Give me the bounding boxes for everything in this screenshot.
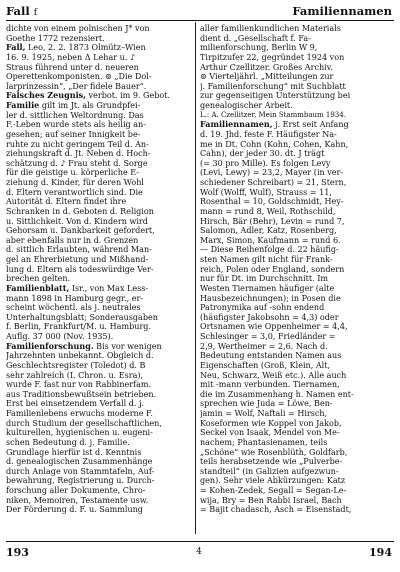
- line-text: sten Namen gilt nicht für Frank-: [200, 255, 333, 264]
- header-left-mark: f: [33, 8, 38, 18]
- line-text: larprinzessin“, „Der fidele Bauer“.: [6, 81, 147, 91]
- line-text: Marx, Simon, Kaufmann = rund 6.: [200, 235, 341, 245]
- line-text: wurde F. fast nur von Rabbinerfam.: [6, 380, 152, 390]
- line-text: Patronymika auf -sohn endend: [200, 303, 325, 313]
- entry-headword: Familienblatt,: [6, 283, 70, 293]
- line-text: = Kohen-Zedek, Segall = Segan-Le-: [200, 486, 347, 495]
- line-text: dichte von einem polnischen J* von: [6, 24, 150, 33]
- header-rule: [6, 20, 394, 21]
- text-line: [200, 409, 393, 419]
- text-line: [200, 149, 393, 159]
- line-text: niken, Memoiren, Testamente usw.: [6, 495, 149, 505]
- line-text: nachem; Phantasienamen, teils: [200, 437, 328, 447]
- text-line: [200, 496, 393, 506]
- line-text: (Levi, Lewy) = 23,2, Mayer (in ver-: [200, 168, 344, 178]
- line-text: ruhte zu nicht geringem Teil d. An-: [6, 139, 149, 149]
- line-text: — Diese Reihenfolge d. 22 häufig-: [200, 245, 339, 255]
- text-line: [200, 197, 393, 207]
- text-line: [200, 168, 393, 178]
- text-line: [6, 496, 190, 506]
- header-right-title: Familiennamen: [292, 4, 392, 18]
- line-text: gilt im Jt. als Grundpfei-: [39, 101, 141, 110]
- text-line: [200, 399, 393, 409]
- text-line: [6, 197, 190, 207]
- line-text: aber ebenfalls nur in d. Grenzen: [6, 235, 139, 245]
- line-text: Familienlebens erwuchs moderne F.: [6, 409, 153, 418]
- text-line: [6, 409, 190, 419]
- line-text: Unterhaltungsblatt; Sonderausgaben: [6, 312, 158, 322]
- text-line: [6, 274, 190, 284]
- text-line: [6, 303, 190, 313]
- text-line: [6, 486, 190, 496]
- text-line: [6, 178, 190, 188]
- text-line: [200, 274, 393, 284]
- line-text: schiedener Schreibart) = 21, Stern,: [200, 178, 347, 187]
- line-text: sprechen wie Juda = Löwe, Ben-: [200, 399, 333, 409]
- text-line: [200, 63, 393, 73]
- line-text: Autorität d. Eltern findet ihre: [6, 197, 127, 207]
- line-text: ziehung d. Kinder, für deren Wohl: [6, 178, 145, 187]
- text-line: [200, 313, 393, 323]
- line-text: zur gegenseitigen Unterstützung bei: [200, 91, 351, 101]
- line-text: jamin = Wolf, Naftali = Hirsch,: [200, 409, 328, 418]
- line-text: verbot. im 9. Gebot.: [86, 91, 171, 101]
- line-text: F.-Leben wurde stets als heilig an-: [6, 120, 146, 130]
- line-text: Eigenschaften (Groß, Klein, Alt,: [200, 360, 331, 370]
- line-text: Ortsnamen wie Oppenheimer = 4,4,: [200, 322, 348, 332]
- text-line: [200, 53, 393, 63]
- text-line: [200, 419, 393, 429]
- right-page-number: 194: [369, 545, 392, 559]
- text-line: [200, 332, 393, 342]
- text-line: [200, 34, 393, 44]
- line-text: ⊚ Vierteljährl. „Mitteilungen zur: [200, 72, 334, 82]
- line-text: Grundlage hierfür ist d. Kenntnis: [6, 447, 142, 457]
- line-text: gesehen; auf seiner Innigkeit be-: [6, 129, 141, 139]
- line-text: milienforschung, Berlin W 9,: [200, 43, 318, 53]
- line-text: „Schöne“ wie Rosenblüth, Goldfarb,: [200, 447, 348, 457]
- text-line: [200, 236, 393, 246]
- text-line: [6, 149, 190, 159]
- line-text: (häufigster Jakobsohn = 4,3) oder: [200, 312, 339, 322]
- running-header: [6, 4, 392, 20]
- text-line: [200, 120, 393, 130]
- line-text: Der Förderung d. F. u. Sammlung: [6, 505, 143, 515]
- text-line: [200, 265, 393, 275]
- text-line: [200, 505, 393, 515]
- line-text: L.: A. Czellitzer, Mein Stammbaum 1934.: [200, 110, 346, 119]
- header-left: [6, 4, 37, 18]
- text-line: [200, 486, 393, 496]
- text-line: [200, 457, 393, 467]
- text-line: [6, 111, 190, 121]
- line-text: durch Anlage von Stammtafeln, Auf-: [6, 466, 155, 476]
- entry-headword: Familiennamen,: [200, 120, 273, 130]
- text-line: [6, 245, 190, 255]
- header-left-title: Fall: [6, 4, 30, 18]
- line-text: bewahrung, Registrierung u. Durch-: [6, 476, 155, 486]
- text-line: [200, 188, 393, 198]
- line-text: Geschlechtsregister (Toledot) d. B: [6, 360, 146, 370]
- line-text: 16. 9. 1925, neben Δ Lehar u. ♪: [6, 52, 136, 62]
- text-line: [6, 140, 190, 150]
- text-line: [6, 332, 190, 342]
- line-text: = Bajit chadasch, Asch = Eisenstadt,: [200, 505, 352, 515]
- text-line: [6, 467, 190, 477]
- line-text: nur für Dt. im Durchschnitt. Im: [200, 274, 329, 284]
- text-line: [6, 313, 190, 323]
- text-line: [6, 399, 190, 409]
- text-line: [6, 159, 190, 169]
- text-line: [6, 380, 190, 390]
- line-text: Arthur Czellitzer. Großes Archiv.: [200, 62, 333, 72]
- line-text: d. genealogischen Zusammenhänge: [6, 457, 153, 467]
- line-text: me in Dt. Cohn (Kohn, Cohen, Kahn,: [200, 139, 349, 149]
- text-line: [6, 207, 190, 217]
- entry-headword: Fall,: [6, 43, 26, 53]
- text-line: [6, 390, 190, 400]
- text-line: [200, 476, 393, 486]
- text-line: [6, 53, 190, 63]
- line-text: Koseformen wie Koppel von Jakob,: [200, 418, 342, 428]
- text-line: [200, 284, 393, 294]
- entry-headword: Familie: [6, 101, 40, 110]
- line-text: für die geistige u. körperliche E-: [6, 168, 140, 178]
- text-line: [6, 120, 190, 130]
- line-text: durch Studium der gesellschaftlichen,: [6, 418, 162, 428]
- text-line: [6, 428, 190, 438]
- text-line: [6, 457, 190, 467]
- text-line: [200, 159, 393, 169]
- line-text: Schranken in d. Geboten d. Religion: [6, 206, 154, 216]
- text-line: [6, 351, 190, 361]
- text-line: [6, 284, 190, 294]
- text-line: [6, 419, 190, 429]
- line-text: gen). Sehr viele Abkürzungen: Katz: [200, 476, 346, 486]
- text-line: [6, 63, 190, 73]
- text-line: [200, 380, 393, 390]
- line-text: Jahrzehnten unbekannt. Obgleich d.: [6, 351, 154, 361]
- signature-mark: 4: [196, 547, 202, 557]
- left-page-number: 193: [6, 545, 29, 559]
- text-line: [200, 72, 393, 82]
- line-text: d. 19. Jhd. feste F. Häufigster Na-: [200, 129, 337, 139]
- text-line: [6, 226, 190, 236]
- line-text: Gehorsam u. Dankbarkeit gefordert,: [6, 226, 155, 236]
- text-line: [200, 43, 393, 53]
- line-text: standteil“ (in Galizien aufgezwun-: [200, 466, 339, 476]
- text-line: [200, 342, 393, 352]
- line-text: Leo, 2. 2. 1873 Olmütz–Wien: [25, 43, 146, 53]
- entry-headword: Falsches Zeugnis,: [6, 91, 86, 101]
- text-line: [6, 294, 190, 304]
- text-line: [200, 303, 393, 313]
- line-text: reich, Polen oder England, sondern: [200, 264, 345, 274]
- text-line: [6, 255, 190, 265]
- text-line: [6, 82, 190, 92]
- text-line: [200, 438, 393, 448]
- line-text: scheint wöchentl. als j. neutrales: [6, 303, 141, 313]
- text-line: [200, 467, 393, 477]
- text-line: [200, 217, 393, 227]
- text-line: [6, 505, 190, 515]
- line-text: Isr., von Max Less-: [69, 283, 149, 293]
- text-line: [6, 188, 190, 198]
- text-line: [200, 91, 393, 101]
- text-line: [200, 178, 393, 188]
- line-text: ziehungskraft d. Jt. Neben d. Hoch-: [6, 149, 151, 159]
- line-text: Bedeutung entstanden Namen aus: [200, 351, 342, 361]
- text-line: [6, 43, 190, 53]
- text-line: [6, 342, 190, 352]
- line-text: lung d. Eltern als todeswürdige Ver-: [6, 264, 154, 274]
- line-text: Hausbezeichnungen); in Posen die: [200, 293, 341, 303]
- text-line: [200, 111, 393, 121]
- line-text: f. Berlin, Frankfurt/M. u. Hamburg.: [6, 322, 152, 332]
- text-line: [6, 72, 190, 82]
- line-text: Neu, Schwarz, Weiß etc.). Alle auch: [200, 370, 347, 380]
- text-line: [6, 34, 190, 44]
- line-text: dient d. „Gesellschaft f. Fa-: [200, 33, 311, 43]
- text-line: [200, 351, 393, 361]
- entry-headword: Familienforschung.: [6, 341, 94, 351]
- text-line: [6, 265, 190, 275]
- text-line: [6, 361, 190, 371]
- line-text: gel an Ehrerbietung und Mißhand-: [6, 255, 149, 264]
- line-text: Erst bei einsetzendem Verfall d. j.: [6, 399, 145, 409]
- line-text: mit -mann verbunden. Tiernamen,: [200, 380, 340, 390]
- line-text: Auflg. 37 000 (Nov. 1935).: [6, 332, 114, 341]
- line-text: Seckel von Isaak, Mendel von Me-: [200, 428, 340, 438]
- line-text: Westen Tiernamen häufiger (alte: [200, 283, 335, 293]
- text-line: [200, 82, 393, 92]
- line-text: j. Erst seit Anfang: [272, 120, 349, 130]
- text-line: [200, 361, 393, 371]
- text-line: [200, 322, 393, 332]
- text-line: [200, 24, 393, 34]
- text-line: [200, 428, 393, 438]
- line-text: 2,9, Wertheimer = 2,6. Nach d.: [200, 341, 328, 351]
- line-text: Bis vor wenigen: [93, 341, 162, 351]
- text-line: [200, 294, 393, 304]
- line-text: genealogischer Arbeit.: [200, 101, 293, 110]
- line-text: aller familienkundlichen Materials: [200, 24, 341, 33]
- line-text: Cahn), der jeder 30. dt. J trägt: [200, 149, 325, 159]
- line-text: schätzung d. ♪ Frau steht d. Sorge: [6, 158, 148, 168]
- text-line: [6, 476, 190, 486]
- line-text: brechen gelten.: [6, 274, 71, 284]
- line-text: die im Zusammenhang h. Namen ent-: [200, 389, 354, 399]
- line-text: kulturellen, hygienischen u. eugeni-: [6, 428, 153, 438]
- line-text: Hirsch, Bär (Behr), Levin = rund 7,: [200, 216, 345, 226]
- line-text: (= 30 pro Mille). Es folgen Levy: [200, 158, 331, 168]
- line-text: aus Traditionsbewußtsein betrieben.: [6, 389, 157, 399]
- text-line: [6, 91, 190, 101]
- page-footer: [6, 544, 392, 560]
- line-text: Salomon, Adler, Katz, Rosenberg,: [200, 226, 337, 236]
- line-text: d. sittlich Erlaubten, während Man-: [6, 245, 152, 255]
- text-line: [200, 255, 393, 265]
- left-column: [6, 24, 190, 534]
- text-line: [200, 140, 393, 150]
- right-column: [200, 24, 393, 534]
- line-text: Rosenthal = 10, Goldschmidt, Hey-: [200, 197, 344, 207]
- text-line: [6, 24, 190, 34]
- line-text: d. Eltern verantwortlich sind. Die: [6, 187, 143, 197]
- line-text: Tirpitzufer 22, gegründet 1924 von: [200, 52, 345, 62]
- text-line: [6, 448, 190, 458]
- line-text: Straus führend unter d. neueren: [6, 62, 139, 72]
- line-text: mann = rund 8, Weil, Rothschild,: [200, 206, 336, 216]
- line-text: Schlesinger = 3,0, Friedländer =: [200, 332, 336, 341]
- text-line: [200, 226, 393, 236]
- text-line: [200, 371, 393, 381]
- column-divider: [195, 22, 196, 534]
- line-text: forschung aller Dokumente, Chro-: [6, 486, 146, 495]
- line-text: Goethe 1772 rezensiert.: [6, 33, 105, 43]
- line-text: Operettenkomponisten. ⊚ „Die Dol-: [6, 72, 152, 82]
- text-line: [6, 371, 190, 381]
- line-text: j. Familienforschung“ mit Suchblatt: [200, 81, 346, 91]
- text-line: [6, 236, 190, 246]
- line-text: ler d. sittlichen Weltordnung. Das: [6, 110, 144, 120]
- line-text: sehr zahlreich (I. Chron. u. Esra),: [6, 370, 144, 380]
- line-text: teils herabsetzende wie „Pulverbe-: [200, 457, 343, 467]
- text-line: [200, 101, 393, 111]
- text-line: [6, 438, 190, 448]
- text-line: [200, 245, 393, 255]
- line-text: wija, Bry = Ben Rabbi Israel, Bach: [200, 495, 342, 505]
- line-text: mann 1898 in Hamburg gegr., er-: [6, 293, 144, 303]
- text-line: [200, 207, 393, 217]
- text-line: [6, 322, 190, 332]
- line-text: u. Sittlichkeit. Von d. Kindern wird: [6, 216, 148, 226]
- line-text: schen Bedeutung d. j. Familie.: [6, 437, 130, 447]
- text-line: [6, 130, 190, 140]
- text-line: [200, 390, 393, 400]
- text-line: [6, 101, 190, 111]
- footer-rule: [6, 541, 394, 542]
- text-line: [200, 130, 393, 140]
- text-line: [200, 448, 393, 458]
- line-text: Wolf (Wolff, Wulf), Strauss = 11,: [200, 187, 332, 197]
- text-line: [6, 168, 190, 178]
- text-line: [6, 217, 190, 227]
